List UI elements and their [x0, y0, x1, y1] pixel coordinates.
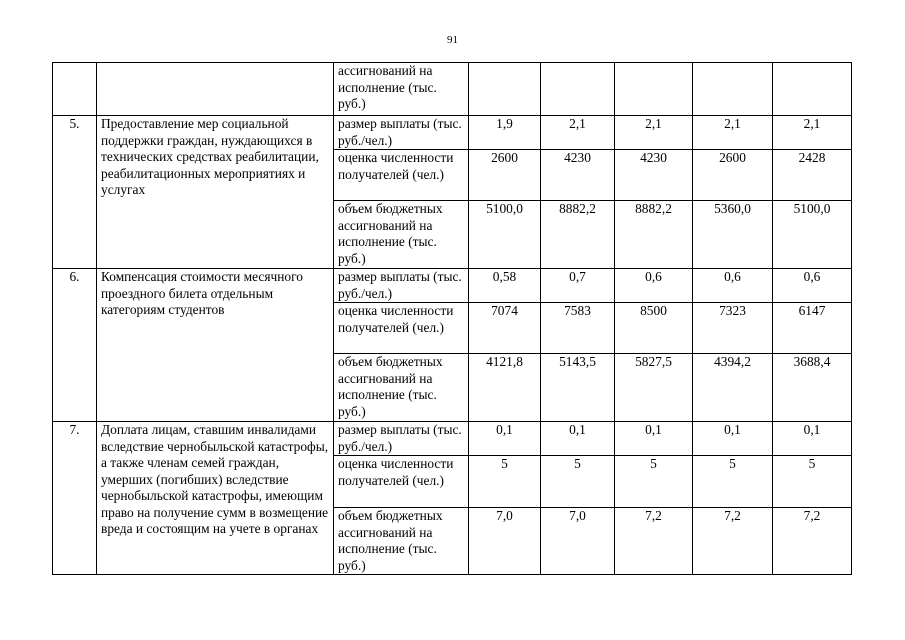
table-row	[53, 269, 852, 303]
value-cell: 8500	[615, 303, 693, 354]
value-cell: 0,1	[773, 422, 852, 456]
value-cell: 2600	[469, 150, 541, 201]
value-cell: 5360,0	[693, 201, 773, 269]
row-number-cell	[53, 63, 97, 116]
value-cell: 2428	[773, 150, 852, 201]
value-cell: 5100,0	[469, 201, 541, 269]
parameter-label: размер выплаты (тыс. руб./чел.)	[334, 422, 469, 456]
value-cell: 0,6	[693, 269, 773, 303]
value-cell: 7,2	[773, 508, 852, 575]
value-cell: 7,0	[541, 508, 615, 575]
value-cell	[469, 63, 541, 116]
value-cell: 7,2	[615, 508, 693, 575]
parameter-label: объем бюджетных ассигнований на исполнение (тыс. руб.)	[334, 201, 469, 269]
value-cell: 2,1	[693, 116, 773, 150]
value-cell: 8882,2	[541, 201, 615, 269]
measure-description: Компенсация стоимости месячного проездного билета отдельным категориям студентов	[97, 269, 334, 422]
value-cell: 5143,5	[541, 354, 615, 422]
value-cell: 7583	[541, 303, 615, 354]
value-cell: 1,9	[469, 116, 541, 150]
parameter-label: оценка численности получателей (чел.)	[334, 150, 469, 201]
parameter-label: ассигнований на исполнение (тыс. руб.)	[334, 63, 469, 116]
row-number: 5.	[53, 116, 97, 269]
measure-description	[97, 63, 334, 116]
measure-description: Доплата лицам, ставшим инвалидами вследствие чернобыльской катастрофы, а также членам семей граждан, умерших (погибших) вследствие чернобыльской катастрофы, имеющим право на получение сумм в возмещение вреда и состоящим на учете в органах	[97, 422, 334, 575]
value-cell: 8882,2	[615, 201, 693, 269]
value-cell	[693, 63, 773, 116]
value-cell: 7074	[469, 303, 541, 354]
parameter-label: оценка численности получателей (чел.)	[334, 303, 469, 354]
parameter-label: объем бюджетных ассигнований на исполнение (тыс. руб.)	[334, 354, 469, 422]
parameter-label: размер выплаты (тыс. руб./чел.)	[334, 269, 469, 303]
value-cell: 2600	[693, 150, 773, 201]
parameter-label: оценка численности получателей (чел.)	[334, 456, 469, 508]
value-cell: 4394,2	[693, 354, 773, 422]
value-cell: 5	[773, 456, 852, 508]
parameter-label: размер выплаты (тыс. руб./чел.)	[334, 116, 469, 150]
value-cell: 0,6	[615, 269, 693, 303]
value-cell: 0,1	[693, 422, 773, 456]
value-cell: 3688,4	[773, 354, 852, 422]
value-cell: 0,7	[541, 269, 615, 303]
value-cell: 5	[541, 456, 615, 508]
value-cell	[615, 63, 693, 116]
value-cell: 5	[615, 456, 693, 508]
value-cell: 0,6	[773, 269, 852, 303]
value-cell: 5	[693, 456, 773, 508]
value-cell: 5	[469, 456, 541, 508]
measure-description: Предоставление мер социальной поддержки граждан, нуждающихся в технических средствах реабилитации, реабилитационных мероприятиях и услугах	[97, 116, 334, 269]
value-cell: 4230	[615, 150, 693, 201]
value-cell	[773, 63, 852, 116]
value-cell: 7323	[693, 303, 773, 354]
value-cell: 2,1	[541, 116, 615, 150]
value-cell	[541, 63, 615, 116]
value-cell: 0,1	[469, 422, 541, 456]
table-row	[53, 116, 852, 150]
value-cell: 6147	[773, 303, 852, 354]
value-cell: 5827,5	[615, 354, 693, 422]
budget-table	[52, 62, 852, 575]
value-cell: 0,1	[615, 422, 693, 456]
table-row	[53, 63, 852, 116]
value-cell: 5100,0	[773, 201, 852, 269]
value-cell: 7,2	[693, 508, 773, 575]
parameter-label: объем бюджетных ассигнований на исполнение (тыс. руб.)	[334, 508, 469, 575]
row-number: 7.	[53, 422, 97, 575]
table-row	[53, 422, 852, 456]
value-cell: 0,58	[469, 269, 541, 303]
row-number: 6.	[53, 269, 97, 422]
value-cell: 2,1	[773, 116, 852, 150]
page-number: 91	[447, 34, 458, 46]
value-cell: 2,1	[615, 116, 693, 150]
value-cell: 4121,8	[469, 354, 541, 422]
value-cell: 0,1	[541, 422, 615, 456]
value-cell: 7,0	[469, 508, 541, 575]
value-cell: 4230	[541, 150, 615, 201]
